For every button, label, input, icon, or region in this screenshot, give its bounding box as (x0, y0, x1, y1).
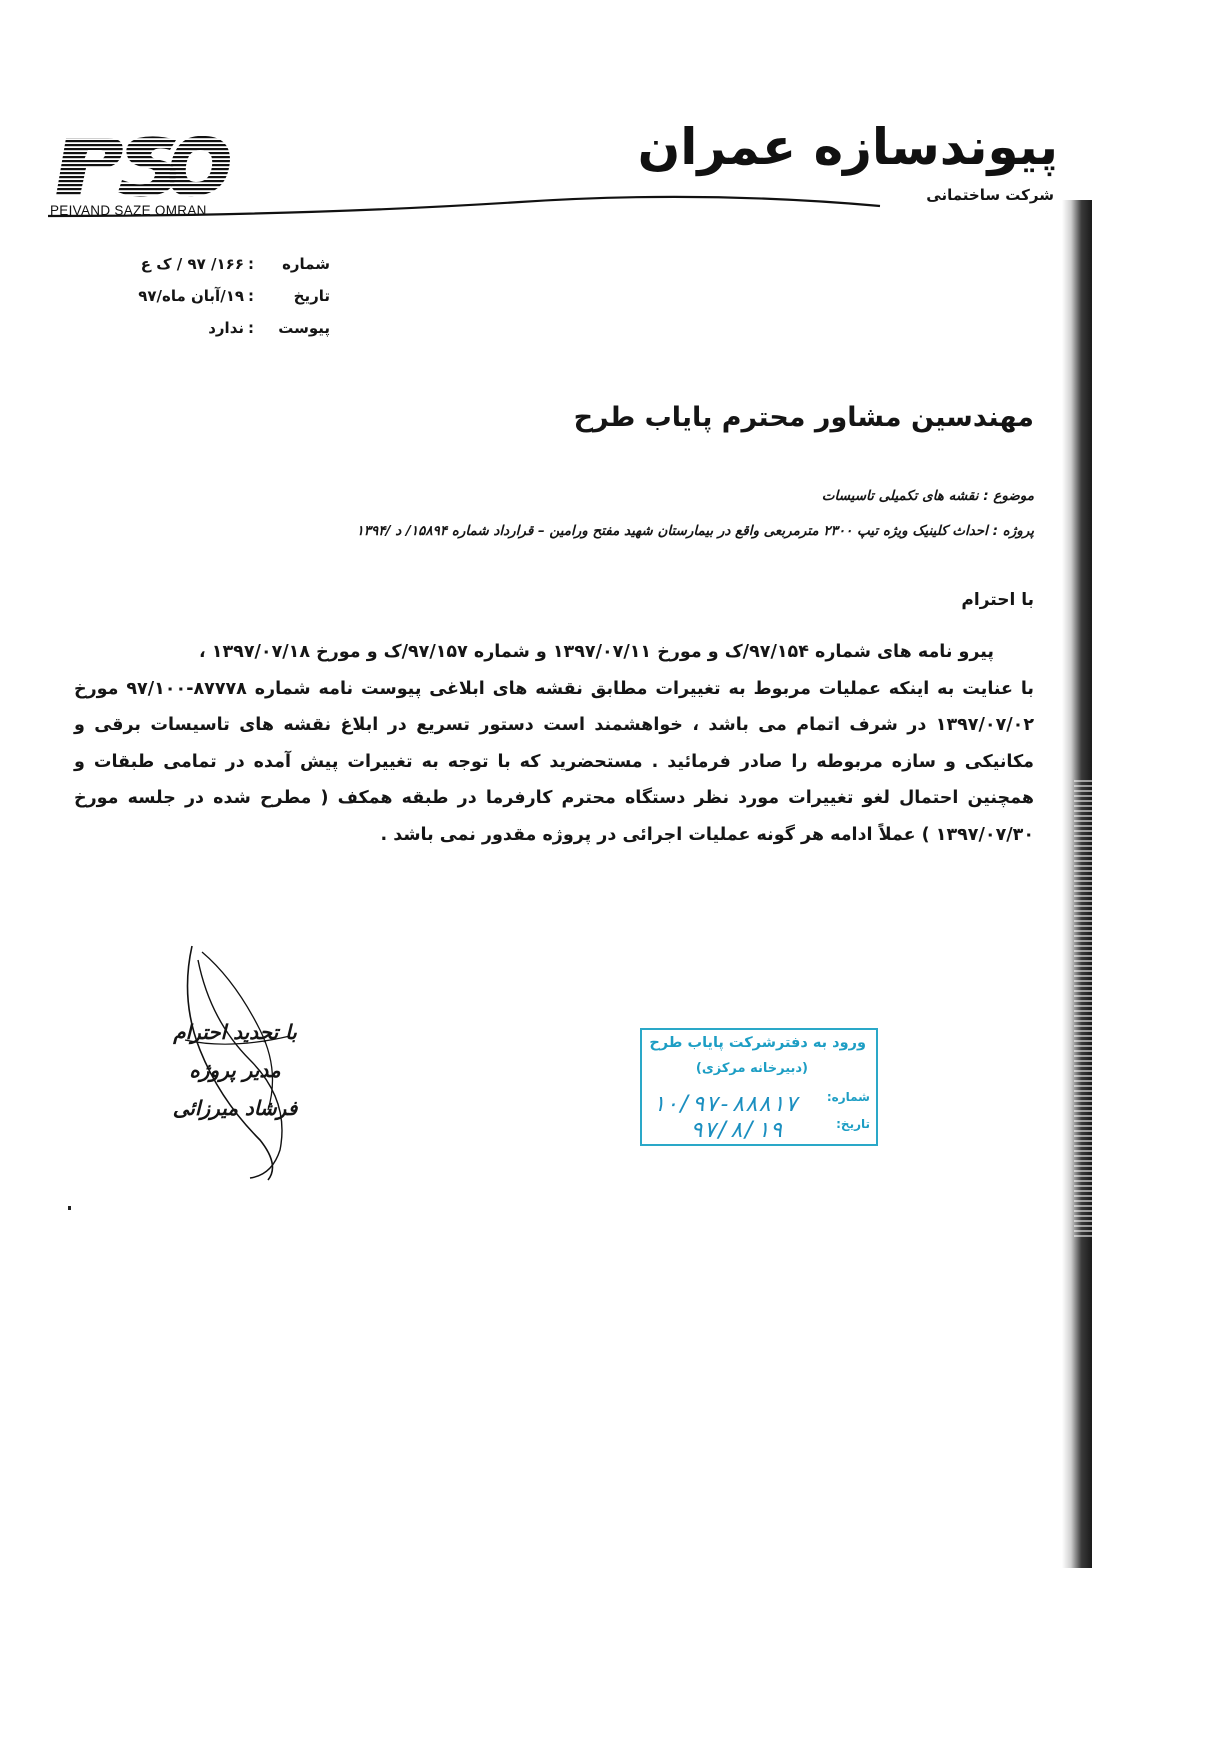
body-paragraph-1: پیرو نامه های شماره ۹۷/۱۵۴/ک و مورخ ۱۳۹۷/۰۷/۱۱ و شماره ۹۷/۱۵۷/ک و مورخ ۱۳۹۷/۰۷/۱۸ ، (199, 642, 994, 662)
closing-title: مدیر پروژه (189, 1058, 281, 1082)
stamp-number-value: ۱۰/۹۷-۸۸۸۱۷ (652, 1092, 798, 1117)
scan-edge-speckle (1074, 780, 1098, 1240)
stamp-date-label: تاریخ: (836, 1117, 870, 1131)
meta-colon: : (248, 255, 254, 273)
company-subtitle: شرکت ساختمانی (926, 186, 1054, 204)
greeting: با احترام (961, 590, 1034, 610)
body-paragraph-2: با عنایت به اینکه عملیات مربوط به تغییرات مطابق نقشه های ابلاغی پیوست نامه شماره ۸۷۷۷۸-۹۷/۱۰۰ مورخ ۱۳۹۷/۰۷/۰۲ در شرف اتمام می باشد ، خواهشمند است دستور تسریع در ابلاغ نقشه های تاسیسات برقی و مکانیکی و سازه مربوطه را صادر فرمائید . مستحضرید که با توجه به تغییرات پیش آمده در تمامی طبقات و همچنین احتمال لغو تغییرات مورد نظر دستگاه محترم کارفرما در طبقه همکف ( مطرح شده در جلسه مورخ ۱۳۹۷/۰۷/۳۰ ) عملاً ادامه هر گونه عملیات اجرائی در پروژه مقدور نمی باشد . (74, 678, 1035, 845)
stamp-subtitle: (دبیرخانه مرکزی) (695, 1061, 808, 1076)
meta-attachment-value: ندارد (208, 319, 244, 337)
stamp-title: ورود به دفترشرکت پایاب طرح (649, 1035, 866, 1051)
scan-speck (68, 1206, 71, 1210)
meta-colon: : (248, 287, 254, 305)
meta-attachment-label: پیوست (278, 319, 330, 337)
company-logo-text: پیوندسازه عمران (637, 118, 1058, 176)
meta-number-row (120, 255, 330, 287)
meta-number-label: شماره (282, 255, 330, 273)
meta-number-value: ۱۶۶/ ۹۷ / ک ع (140, 255, 244, 273)
project-line: پروژه : احداث کلینیک ویژه تیپ ۲۳۰۰ مترمربعی واقع در بیمارستان شهید مفتح ورامین – قرارداد شماره ۱۵۸۹۴/ د /۱۳۹۴ (356, 523, 1034, 539)
logo-caption: PEIVAND SAZE OMRAN (50, 203, 207, 218)
letter-meta (120, 255, 330, 351)
closing-block (150, 1020, 320, 1134)
closing-name: فرشاد میرزائی (172, 1096, 298, 1120)
stamp-date-value: ۹۷/۸/۱۹ (690, 1118, 783, 1143)
stamp-number-label: شماره: (826, 1090, 870, 1104)
meta-date-value: ۱۹/آبان ماه/۹۷ (138, 287, 244, 305)
meta-date-label: تاریخ (293, 287, 330, 305)
meta-colon: : (248, 319, 254, 337)
letter-body (74, 634, 1034, 853)
subject-line: موضوع : نقشه های تکمیلی تاسیسات (821, 488, 1034, 504)
received-stamp (640, 1028, 878, 1146)
closing-regards: با تجدید احترام (173, 1020, 297, 1044)
meta-attachment-row (120, 319, 330, 351)
addressee: مهندسین مشاور محترم پایاب طرح (573, 402, 1034, 433)
meta-date-row (120, 287, 330, 319)
